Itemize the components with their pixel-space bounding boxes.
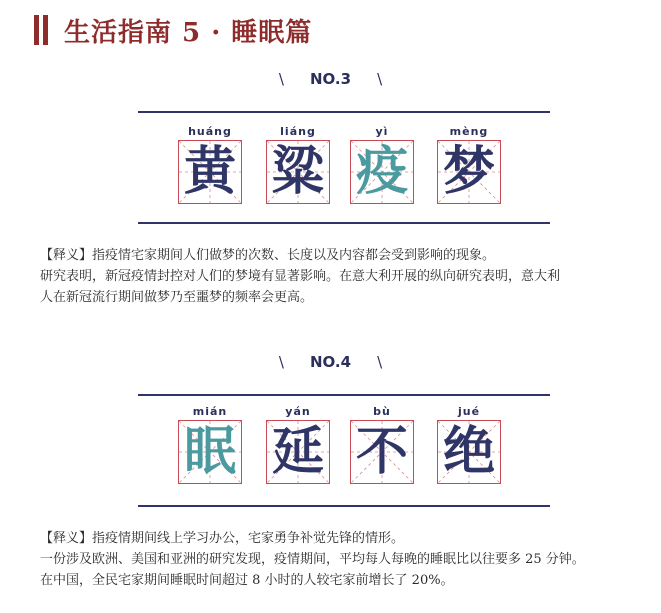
char-cell — [350, 420, 414, 484]
hanzi: 绝 — [442, 422, 495, 482]
hanzi-highlight: 疫 — [355, 142, 408, 202]
hanzi: 延 — [271, 422, 324, 482]
title-bar-right — [43, 15, 48, 45]
char-cell — [437, 420, 501, 484]
pinyin: mián — [192, 405, 228, 418]
char-cell — [266, 420, 330, 484]
pinyin: yán — [285, 405, 311, 418]
pinyin: liáng — [280, 125, 316, 138]
top-rule — [138, 394, 550, 396]
section-number: \ NO.4 \ — [278, 353, 383, 371]
hanzi: 粱 — [271, 142, 324, 202]
page-header — [34, 12, 312, 48]
pinyin: jué — [457, 405, 481, 418]
char-cell — [437, 140, 501, 204]
section-number: \ NO.3 \ — [278, 70, 383, 88]
page-title: 生活指南 5 · 睡眠篇 — [64, 17, 313, 48]
hanzi-highlight: 眠 — [183, 422, 236, 482]
bottom-rule — [138, 505, 550, 507]
char-cell — [350, 140, 414, 204]
char-cell — [266, 140, 330, 204]
hanzi: 不 — [355, 422, 408, 482]
top-rule — [138, 111, 550, 113]
bottom-rule — [138, 222, 550, 224]
pinyin: yì — [375, 125, 389, 138]
pinyin: bù — [373, 405, 391, 418]
definition-text: 【释义】指疫情期间线上学习办公，宅家勇争补觉先锋的情形。 一份涉及欧洲、美国和亚洲的研究发现，疫情期间，平均每人每晚的睡眠比以往要多 25 分钟。 在中国，全民宅家期间睡眠时间超过 8 小时的人较宅家前增长了 20%。 — [40, 531, 585, 588]
char-cell — [178, 140, 242, 204]
pinyin: huáng — [188, 125, 232, 138]
title-bar-left — [34, 15, 39, 45]
char-cell — [178, 420, 242, 484]
pinyin: mèng — [449, 125, 489, 138]
hanzi: 黄 — [183, 142, 236, 202]
hanzi: 梦 — [442, 142, 495, 202]
definition-text: 【释义】指疫情宅家期间人们做梦的次数、长度以及内容都会受到影响的现象。 研究表明，新冠疫情封控对人们的梦境有显著影响。在意大利开展的纵向研究表明，意大利 人在新冠流行期间做梦乃至噩梦的频率会更高。 — [40, 248, 561, 305]
